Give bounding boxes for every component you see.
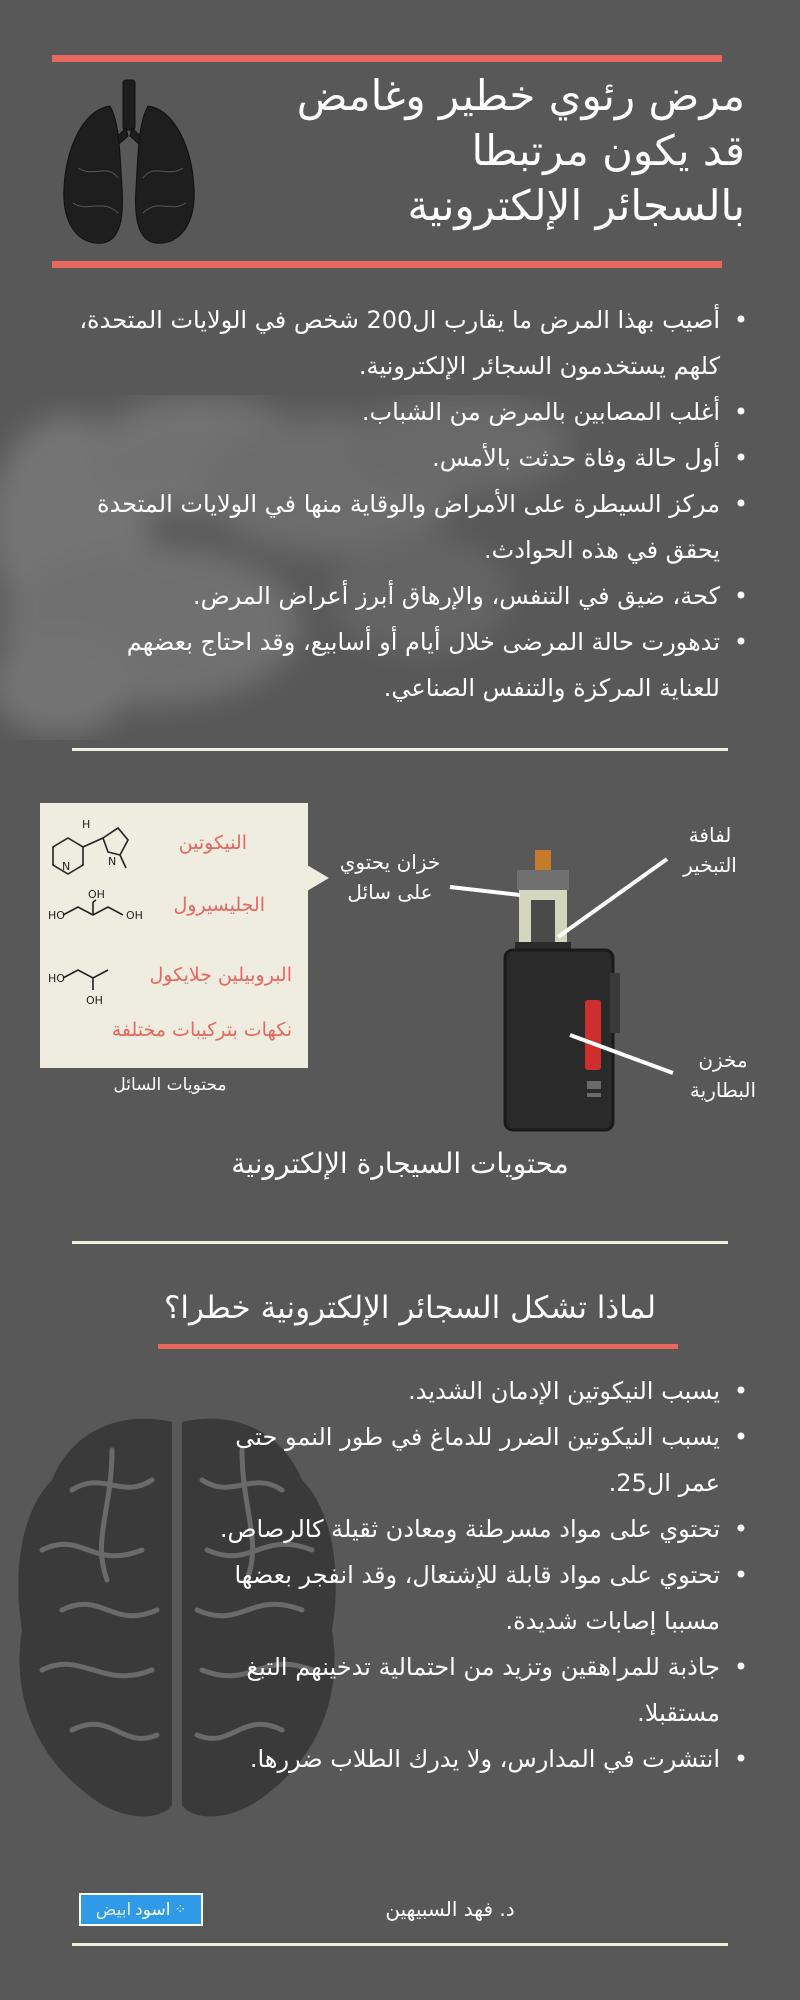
atom-label: N (108, 855, 117, 868)
fact-item: • كحة، ضيق في التنفس، والإرهاق أبرز أعراض المرض. (70, 573, 750, 619)
logo-text: اسود (135, 1899, 171, 1920)
coil-label: لفافة التبخير (683, 823, 737, 877)
atom-label: HO (48, 972, 65, 985)
danger-item: • جاذبة للمراهقين وتزيد من احتمالية تدخينهم التبغ مستقبلا. (190, 1644, 750, 1736)
logo-text: ابيض (95, 1899, 132, 1920)
header-bottom-bar (52, 261, 722, 268)
atom-label: OH (126, 909, 143, 922)
diagram-subtitle: محتويات السيجارة الإلكترونية (231, 1147, 569, 1180)
atom-label: H (82, 818, 91, 831)
atom-label: OH (88, 888, 105, 901)
divider (72, 1241, 728, 1244)
danger-item: • انتشرت في المدارس، ولا يدرك الطلاب ضررها. (190, 1736, 750, 1782)
fact-item: • أول حالة وفاة حدثت بالأمس. (70, 435, 750, 481)
divider (72, 1943, 728, 1946)
fact-item: • أصيب بهذا المرض ما يقارب ال200 شخص في الولايات المتحدة، كلهم يستخدمون السجائر الإلكترونية. (70, 297, 750, 389)
atom-label: N (62, 860, 71, 873)
header-top-bar (52, 55, 722, 62)
logo (79, 1893, 203, 1926)
atom-label: OH (86, 994, 103, 1007)
atom-label: HO (48, 909, 65, 922)
ingredient-label: النيكوتين (178, 832, 247, 854)
divider (72, 748, 728, 751)
title-line-2: قد يكون مرتبطا (471, 126, 745, 175)
ecig-icon (445, 845, 685, 1135)
ingredient-label: البروبيلين جلايكول (149, 964, 292, 986)
author-name: د. فهد السبيهين (385, 1897, 515, 1921)
facts-list (70, 297, 750, 711)
danger-item: • يسبب النيكوتين الإدمان الشديد. (190, 1368, 750, 1414)
section-heading: لماذا تشكل السجائر الإلكترونية خطرا؟ (163, 1290, 657, 1326)
logo-dots-icon: ⁘ (174, 1901, 187, 1918)
danger-item: • تحتوي على مواد مسرطنة ومعادن ثقيلة كالرصاص. (190, 1506, 750, 1552)
battery-label: مخزن البطارية (689, 1048, 757, 1102)
danger-item: • تحتوي على مواد قابلة للإشتعال، وقد انفجر بعضها مسببا إصابات شديدة. (190, 1552, 750, 1644)
dangers-list (190, 1368, 750, 1782)
tank-label: خزان يحتوي على سائل (339, 850, 441, 904)
danger-item: • يسبب النيكوتين الضرر للدماغ في طور النمو حتى عمر ال25. (190, 1414, 750, 1506)
fact-item: • مركز السيطرة على الأمراض والوقاية منها في الولايات المتحدة يحقق في هذه الحوادث. (70, 481, 750, 573)
ingredient-label: الجليسيرول (173, 894, 265, 916)
liquid-caption: محتويات السائل (113, 1075, 227, 1095)
lungs-icon (58, 78, 200, 250)
ingredient-label: نكهات بتركيبات مختلفة (111, 1019, 292, 1041)
title-line-1: مرض رئوي خطير وغامض (296, 71, 745, 120)
page-title (185, 68, 745, 233)
heading-underline (158, 1344, 678, 1349)
title-line-3: بالسجائر الإلكترونية (407, 181, 745, 230)
fact-item: • أغلب المصابين بالمرض من الشباب. (70, 389, 750, 435)
fact-item: • تدهورت حالة المرضى خلال أيام أو أسابيع، وقد احتاج بعضهم للعناية المركزة والتنفس الصناعي. (70, 619, 750, 711)
